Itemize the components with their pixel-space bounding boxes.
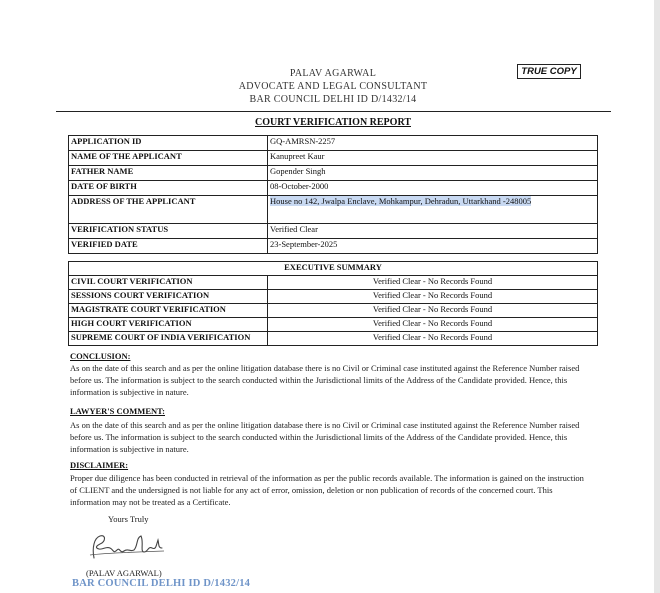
signatory-bar-id: BAR COUNCIL DELHI ID D/1432/14 <box>72 578 251 589</box>
court-label: SUPREME COURT OF INDIA VERIFICATION <box>69 332 268 346</box>
executive-summary-table <box>68 261 598 346</box>
court-label: CIVIL COURT VERIFICATION <box>69 276 268 290</box>
table-row <box>69 181 598 196</box>
court-result: Verified Clear - No Records Found <box>268 304 598 318</box>
disclaimer-heading: DISCLAIMER: <box>70 460 129 470</box>
court-result: Verified Clear - No Records Found <box>268 332 598 346</box>
summary-title: EXECUTIVE SUMMARY <box>69 262 598 276</box>
header-divider <box>56 111 611 112</box>
table-row <box>69 304 598 318</box>
detail-label: ADDRESS OF THE APPLICANT <box>69 196 268 224</box>
status-value: Verified Clear <box>268 224 598 239</box>
advocate-title: ADVOCATE AND LEGAL CONSULTANT <box>238 81 428 92</box>
advocate-bar-id: BAR COUNCIL DELHI ID D/1432/14 <box>249 94 417 105</box>
handwritten-signature <box>86 528 176 564</box>
conclusion-text: As on the date of this search and as per the online litigation database there is no Civil or Criminal case instituted against the Reference Number raised before us. The information is subject to the search conducted within the Jurisdictional limits of the Address of the Candidate provided. Hence, this information is subjective in nature. <box>70 363 580 397</box>
lawyers-comment-text: As on the date of this search and as per the online litigation database there is no Civil or Criminal case instituted against the Reference Number raised before us. The information is subject to the search conducted within the Jurisdictional limits of the Address of the Candidate provided. Hence, this information is subjective in nature. <box>70 420 580 454</box>
court-result: Verified Clear - No Records Found <box>268 276 598 290</box>
advocate-name: PALAV AGARWAL <box>289 68 377 79</box>
table-row <box>69 196 598 224</box>
details-table <box>68 135 598 254</box>
closing-text: Yours Truly <box>108 514 149 524</box>
detail-value: Kanupreet Kaur <box>268 151 598 166</box>
true-copy-stamp: TRUE COPY <box>517 64 581 79</box>
court-result: Verified Clear - No Records Found <box>268 318 598 332</box>
court-label: SESSIONS COURT VERIFICATION <box>69 290 268 304</box>
conclusion-heading: CONCLUSION: <box>70 351 131 361</box>
signatory-name: (PALAV AGARWAL) <box>86 568 162 578</box>
status-label: VERIFICATION STATUS <box>69 224 268 239</box>
report-title: COURT VERIFICATION REPORT <box>255 117 411 128</box>
table-row <box>69 290 598 304</box>
table-row <box>69 166 598 181</box>
table-row <box>69 318 598 332</box>
court-label: HIGH COURT VERIFICATION <box>69 318 268 332</box>
table-row <box>69 224 598 239</box>
disclaimer-text: Proper due diligence has been conducted in retrieval of the information as per the public records available. The information is gained on the instruction of CLIENT and the undersigned is not liable for any act of error, omission, deletion or non publication of records of the concerned court. This information may not be treated as a Certificate. <box>70 473 584 507</box>
detail-label: FATHER NAME <box>69 166 268 181</box>
detail-value: GQ-AMRSN-2257 <box>268 136 598 151</box>
table-row <box>69 332 598 346</box>
table-row <box>69 276 598 290</box>
table-row <box>69 262 598 276</box>
detail-value: House no 142, Jwalpa Enclave, Mohkampur, Dehradun, Uttarkhand -248005 <box>270 196 532 206</box>
court-result: Verified Clear - No Records Found <box>268 290 598 304</box>
detail-label: DATE OF BIRTH <box>69 181 268 196</box>
table-row <box>69 136 598 151</box>
detail-label: NAME OF THE APPLICANT <box>69 151 268 166</box>
table-row <box>69 239 598 254</box>
table-row <box>69 151 598 166</box>
signature-underline <box>90 551 164 555</box>
signature-stroke <box>93 536 162 558</box>
status-label: VERIFIED DATE <box>69 239 268 254</box>
court-label: MAGISTRATE COURT VERIFICATION <box>69 304 268 318</box>
detail-value: Gopender Singh <box>268 166 598 181</box>
lawyers-comment-heading: LAWYER'S COMMENT: <box>70 406 165 416</box>
detail-value: 08-October-2000 <box>268 181 598 196</box>
status-value: 23-September-2025 <box>268 239 598 254</box>
detail-label: APPLICATION ID <box>69 136 268 151</box>
address-cell <box>268 196 598 224</box>
